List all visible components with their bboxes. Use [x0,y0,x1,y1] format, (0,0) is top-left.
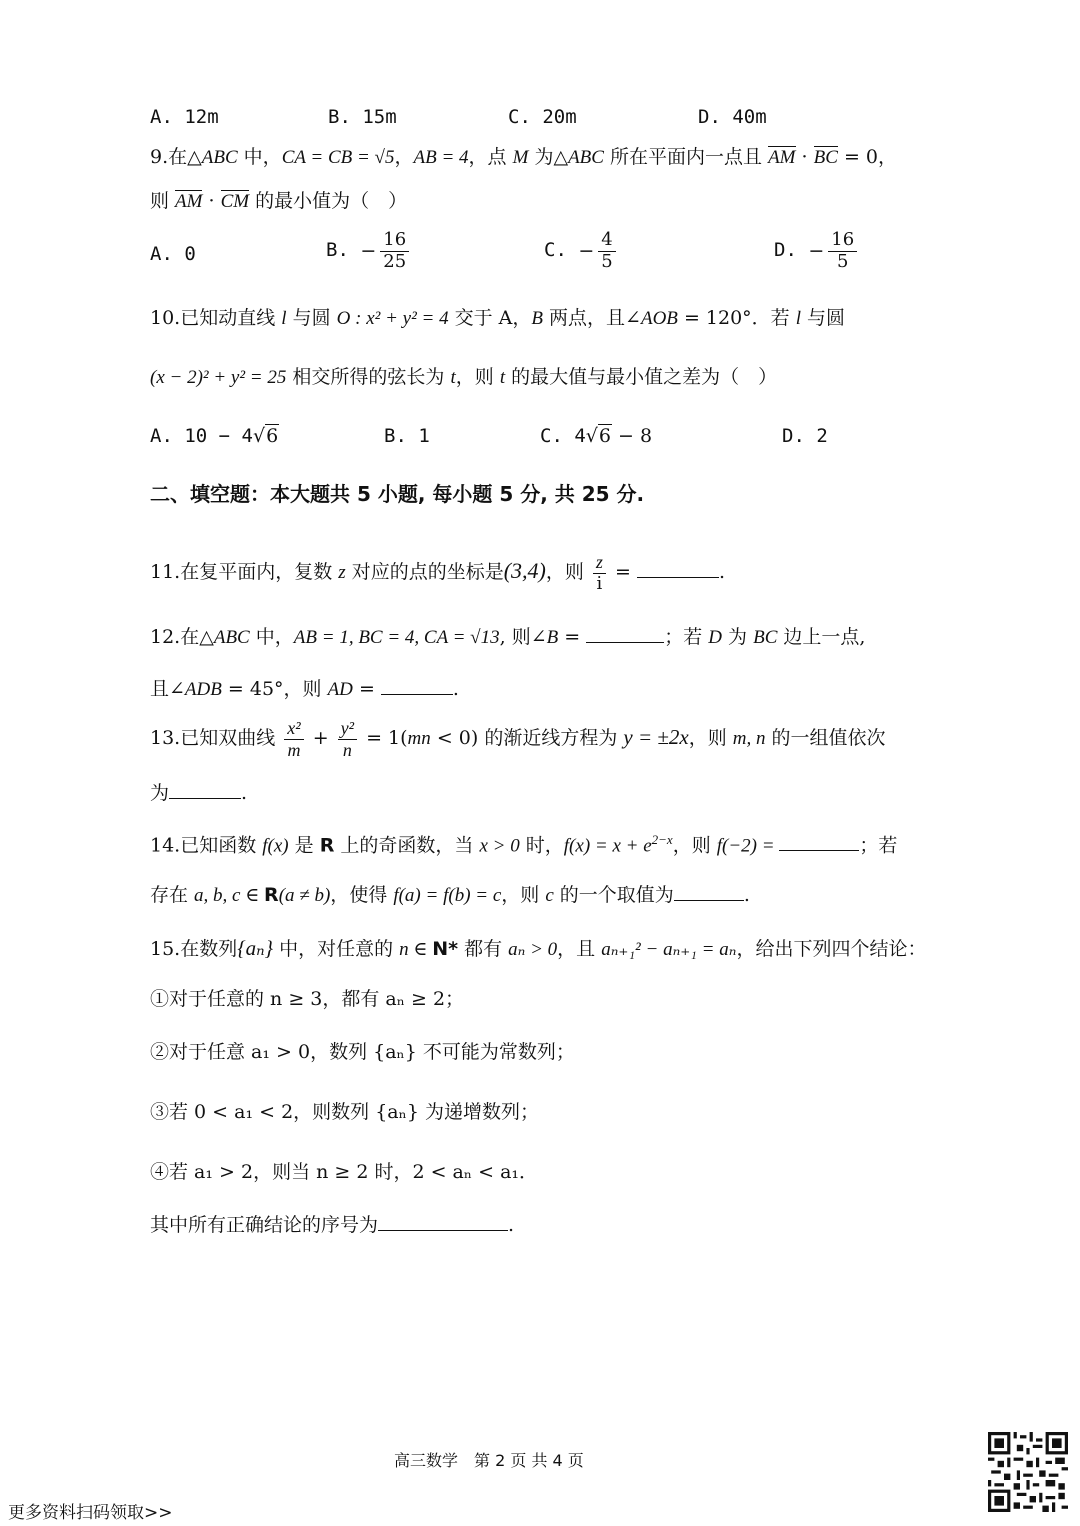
q13-line2: 为 . [150,782,248,804]
q13-line1: 13.已知双曲线 $\frac{\text{x²}}{m}$ + $\frac{\text{y²}}{n}$ = 1(mn < 0) 的渐近线方程为 y = ±2x，则 m, n 的一组值依次 [150,718,886,760]
q8-option-d: D. 40m [698,106,767,128]
q15-statement-1: ①对于任意的 n ≥ 3，都有 aₙ ≥ 2； [150,988,465,1010]
answer-blank[interactable] [779,834,859,851]
q10-line1: 10.已知动直线 l 与圆 O : x² + y² = 4 交于 A，B 两点，且∠AOB = 120°．若 l 与圆 [150,307,846,329]
vector-am: AM [768,147,796,168]
q9-option-a: A. 0 [150,243,196,265]
q15-statement-3: ③若 0 < a₁ < 2，则数列 {aₙ} 为递增数列； [150,1101,539,1123]
q15-line1: 15.在数列{aₙ} 中，对任意的 n ∈ N* 都有 aₙ > 0，且 aₙ₊₁² − aₙ₊₁ = aₙ，给出下列四个结论： [150,936,927,960]
q15-statement-4: ④若 a₁ > 2，则当 n ≥ 2 时，2 < aₙ < a₁． [150,1161,539,1183]
q15-final: 其中所有正确结论的序号为 . [150,1214,515,1236]
q10-option-b: B. 1 [384,425,430,447]
answer-blank[interactable] [378,1214,508,1231]
answer-blank[interactable] [169,782,241,799]
q11: 11.在复平面内，复数 z 对应的点的坐标是(3,4)，则 $\frac{z}{i}$ = . [150,552,725,594]
q9-option-c: C. − $\frac{4}{5}$ [544,230,619,272]
q14-line1: 14.已知函数 f(x) 是 R 上的奇函数，当 x > 0 时，$f(x) = x + e^{2-x}$，则 f(−2) = ；若 [150,832,898,857]
q8-option-b: B. 15m [328,106,397,128]
vector-am: AM [175,191,203,212]
q9-option-b: B. − $\frac{16}{25}$ [326,230,412,272]
more-resources-link[interactable]: 更多资料扫码领取>> [8,1503,173,1523]
q12-line2: 且∠ADB = 45°，则 AD = . [150,678,459,700]
qr-code-icon[interactable] [988,1432,1068,1512]
answer-blank[interactable] [637,561,719,578]
vector-cm: CM [220,191,250,212]
q10-option-a: A. 10 − 4√6 [150,425,279,447]
q9-line1: 9.在△ABC 中，CA = CB = √5，AB = 4，点 M 为△ABC 所在平面内一点且 AM · BC = 0， [150,146,897,168]
q12-line1: 12.在△ABC 中，AB = 1, BC = 4, CA = √13, 则∠B = ；若 D 为 BC 边上一点, [150,626,866,648]
q10-option-c: C. 4√6 − 8 [540,425,653,447]
q9-line2: 则 AM · CM 的最小值为（ ） [150,190,408,212]
q15-statement-2: ②对于任意 a₁ > 0，数列 {aₙ} 不可能为常数列； [150,1041,575,1063]
q14-line2: 存在 a, b, c ∈ R(a ≠ b)，使得 f(a) = f(b) = c，则 c 的一个取值为 . [150,884,750,906]
section-title-fill-in: 二、填空题：本大题共 5 小题, 每小题 5 分, 共 25 分. [150,482,645,506]
q8-option-a: A. 12m [150,106,219,128]
q10-option-d: D. 2 [782,425,828,447]
answer-blank[interactable] [381,678,453,695]
vector-bc: BC [813,147,838,168]
q10-line2: (x − 2)² + y² = 25 相交所得的弦长为 t，则 t 的最大值与最小值之差为（ ） [150,366,778,388]
answer-blank[interactable] [674,884,744,901]
q9-option-d: D. − $\frac{16}{5}$ [774,230,860,272]
answer-blank[interactable] [586,626,664,643]
page-footer: 高三数学 第 2 页 共 4 页 [394,1451,584,1470]
q8-option-c: C. 20m [508,106,577,128]
